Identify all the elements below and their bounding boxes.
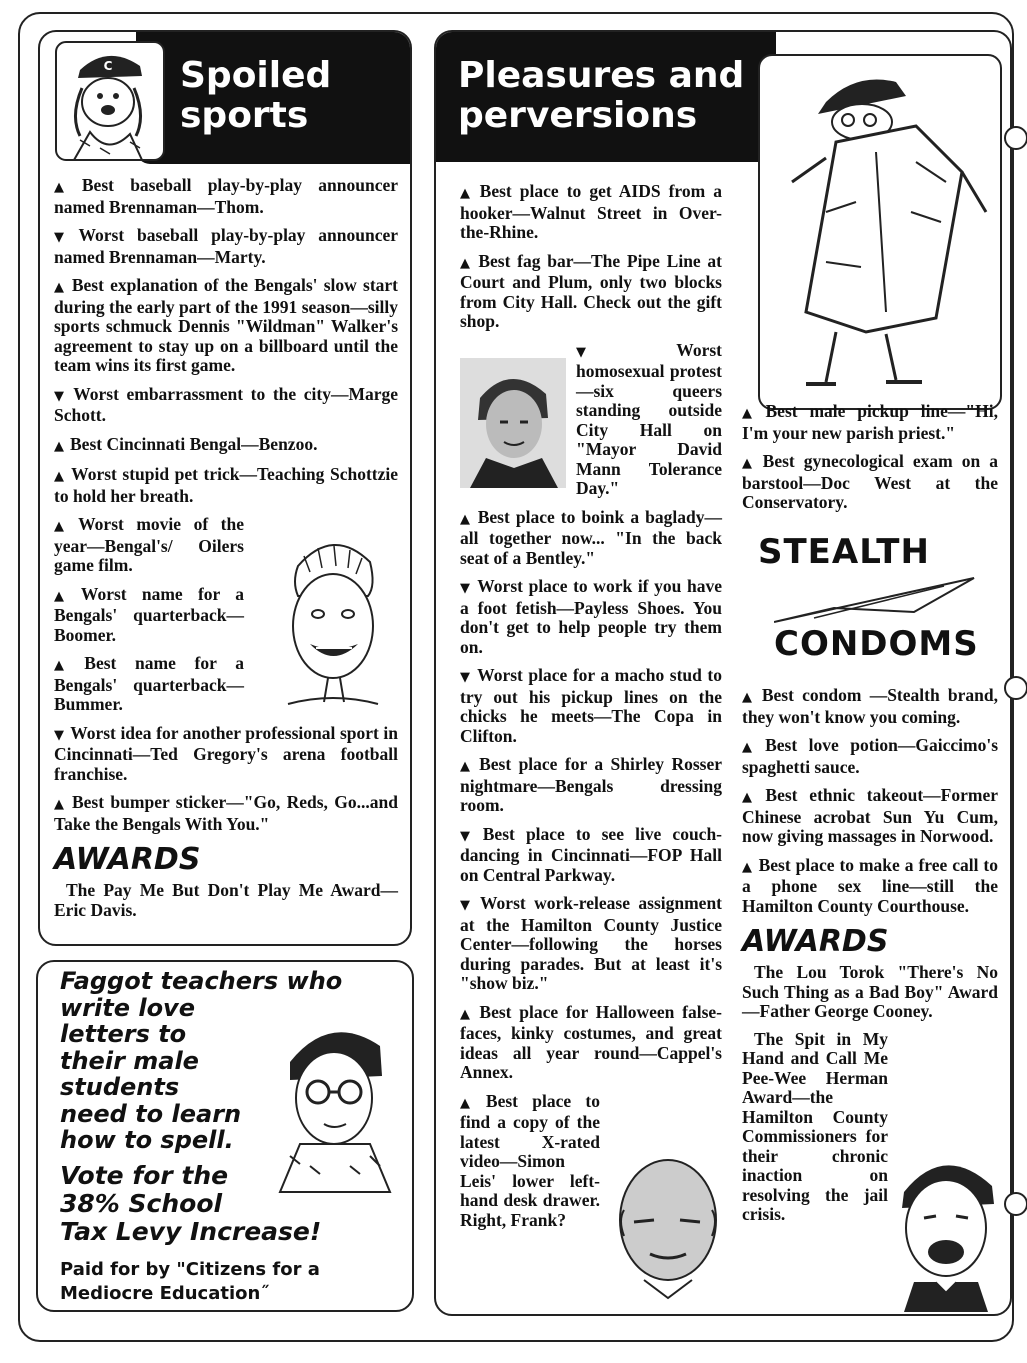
down-arrow-icon: ▼: [460, 670, 472, 685]
down-arrow-icon: ▼: [460, 581, 472, 596]
up-arrow-icon: ▲: [54, 797, 66, 812]
down-arrow-icon: ▼: [54, 388, 68, 404]
teacher-caricature-illustration: [260, 1006, 410, 1196]
up-arrow-icon: ▲: [54, 438, 64, 454]
up-arrow-icon: ▲: [460, 759, 474, 774]
list-item: ▲ Best fag bar—The Pipe Line at Court and Plum, only two blocks from City Hall. Check out the gift shop.: [460, 250, 722, 331]
list-item: ▲ Best name for a Bengals' quarterback—Bummer.: [54, 653, 244, 714]
award-item: The Pay Me But Don't Play Me Award—Eric Davis.: [54, 880, 398, 920]
edge-tab-marker: [1004, 1192, 1027, 1216]
up-arrow-icon: ▲: [742, 790, 760, 805]
quarterback-caricature-illustration: [258, 526, 408, 716]
stealth-jet-icon: [774, 572, 994, 632]
list-item: ▼ Worst homosexual protest—six queers standing outside City Hall on "Mayor David Mann Tolerance Day.": [576, 339, 722, 498]
svg-text:C: C: [103, 59, 113, 73]
up-arrow-icon: ▲: [742, 406, 760, 421]
awards-heading: AWARDS: [54, 842, 201, 877]
list-item: ▲ Best place for a Shirley Rosser nightmare—Bengals dressing room.: [460, 754, 722, 815]
pleasures-title: [458, 56, 744, 136]
ad-paid-for: Paid for by "Citizens for a Mediocre Education˝: [60, 1259, 320, 1304]
up-arrow-icon: ▲: [54, 658, 79, 673]
list-item: ▼ Best place to see live couch-dancing in Cincinnati—FOP Hall on Central Parkway.: [460, 823, 723, 885]
awards-heading: AWARDS: [742, 924, 889, 959]
list-item: ▼ Worst place to work if you have a foot fetish—Payless Shoes. You don't get to help people try them on.: [460, 576, 722, 657]
list-item: ▼ Worst baseball play-by-play announcer named Brennaman—Marty.: [54, 225, 398, 267]
trenchcoat-flasher-illustration: [766, 62, 994, 402]
list-item: ▲ Best place to make a free call to a phone sex line—still the Hamilton County Courthouse.: [742, 854, 998, 916]
award-item: The Spit in My Hand and Call Me Pee-Wee Herman Award—the Hamilton County Commissioners for their chronic inaction on resolving the jail crisis.: [742, 1028, 888, 1224]
list-item: ▼ Worst idea for another professional sport in Cincinnati—Ted Gregory's arena football franchise.: [54, 722, 398, 784]
mayor-photo: [460, 358, 566, 488]
list-item: ▼ Worst embarrassment to the city—Marge Schott.: [54, 383, 398, 425]
up-arrow-icon: ▲: [460, 1095, 480, 1111]
up-arrow-icon: ▲: [460, 255, 473, 271]
up-arrow-icon: ▲: [742, 740, 760, 755]
list-item: ▲ Best place to get AIDS from a hooker—Walnut Street in Over-the-Rhine.: [460, 181, 723, 242]
list-item: ▲ Worst movie of the year—Bengal's/ Oilers game film.: [54, 514, 244, 575]
down-arrow-icon: ▼: [576, 344, 671, 360]
spoiled-sports-panel: [38, 30, 412, 946]
list-item: ▼ Worst work-release assignment at the Hamilton County Justice Center—following the horses during parades. But at least it's "show biz.": [460, 893, 722, 993]
up-arrow-icon: ▲: [742, 859, 753, 875]
up-arrow-icon: ▲: [460, 511, 472, 527]
ad-vote-line: Vote for the 38% School Tax Levy Increase!: [60, 1161, 322, 1246]
up-arrow-icon: ▲: [460, 1006, 474, 1022]
list-item: ▲ Best baseball play-by-play announcer named Brennaman—Thom.: [54, 175, 399, 217]
down-arrow-icon: ▼: [460, 898, 475, 913]
award-item: The Lou Torok "There's No Such Thing as a Bad Boy" Award—Father George Cooney.: [742, 962, 998, 1021]
up-arrow-icon: ▲: [54, 588, 75, 604]
list-item: ▲ Best condom —Stealth brand, they won't know you coming.: [742, 685, 999, 727]
title-line-2: sports: [180, 95, 309, 136]
pleasures-column-1: [460, 182, 722, 1239]
list-item: ▲ Best Cincinnati Bengal—Benzoo.: [54, 433, 318, 454]
up-arrow-icon: ▲: [54, 469, 66, 484]
list-item: ▲ Best place to boink a baglady—all together now... "In the back seat of a Bentley.": [460, 506, 722, 568]
logo-bottom-word: CONDOMS: [774, 624, 979, 664]
down-arrow-icon: ▼: [54, 230, 73, 245]
pee-wee-herman-caricature: [884, 1142, 1008, 1312]
up-arrow-icon: ▲: [742, 456, 757, 471]
down-arrow-icon: ▼: [54, 727, 65, 743]
up-arrow-icon: ▲: [742, 690, 756, 705]
title-line-2: perversions: [458, 95, 698, 136]
edge-tab-marker: [1004, 126, 1027, 150]
list-item: ▲ Best place for Halloween false-faces, kinky costumes, and great ideas all year round—Cappel's Annex.: [460, 1001, 723, 1082]
list-item: ▼ Worst place for a macho stud to try out his pickup lines on the chicks he meets—The Copa in Clifton.: [460, 665, 723, 746]
pleasures-column-2: [742, 402, 998, 522]
simon-leis-caricature: [604, 1150, 734, 1300]
up-arrow-icon: ▲: [460, 186, 474, 201]
down-arrow-icon: ▼: [460, 828, 477, 844]
ad-panel: [36, 960, 414, 1312]
title-line-1: Spoiled: [180, 55, 332, 96]
spoiled-sports-title: [180, 56, 331, 136]
list-item: ▲ Best gynecological exam on a barstool—Doc West at the Conservatory.: [742, 451, 999, 512]
ad-headline: Faggot teachers who write love letters to their male students need to learn how to spell.: [60, 967, 343, 1154]
list-item: ▲ Best love potion—Gaiccimo's spaghetti sauce.: [742, 735, 999, 777]
list-item: ▲ Best explanation of the Bengals' slow start during the early part of the 1991 season—silly sports schmuck Dennis "Wildman" Walker's agreement to stay up on a billboard until the team wins its first game.: [54, 275, 399, 375]
baseball-dog-mascot-illustration: [50, 36, 170, 166]
up-arrow-icon: ▲: [54, 180, 76, 195]
list-item: ▲ Worst name for a Bengals' quarterback—Boomer.: [54, 583, 245, 645]
edge-tab-marker: [1004, 676, 1027, 700]
list-item: ▲ Best place to find a copy of the latest X-rated video—Simon Leis' lower left-hand desk drawer. Right, Frank?: [460, 1090, 600, 1230]
list-item: ▲ Best male pickup line—"Hi, I'm your new parish priest.": [742, 401, 998, 443]
stealth-condoms-logo: [754, 532, 998, 678]
logo-top-word: STEALTH: [758, 532, 930, 572]
list-item: ▲ Worst stupid pet trick—Teaching Schottzie to hold her breath.: [54, 464, 398, 506]
list-item: ▲ Best bumper sticker—"Go, Reds, Go...and Take the Bengals With You.": [54, 792, 398, 834]
pleasures-panel: [434, 30, 1012, 1316]
title-line-1: Pleasures and: [458, 55, 745, 96]
up-arrow-icon: ▲: [54, 519, 73, 534]
list-item: ▲ Best ethnic takeout—Former Chinese acrobat Sun Yu Cum, now giving massages in Norwood.: [742, 785, 998, 846]
up-arrow-icon: ▲: [54, 280, 66, 295]
